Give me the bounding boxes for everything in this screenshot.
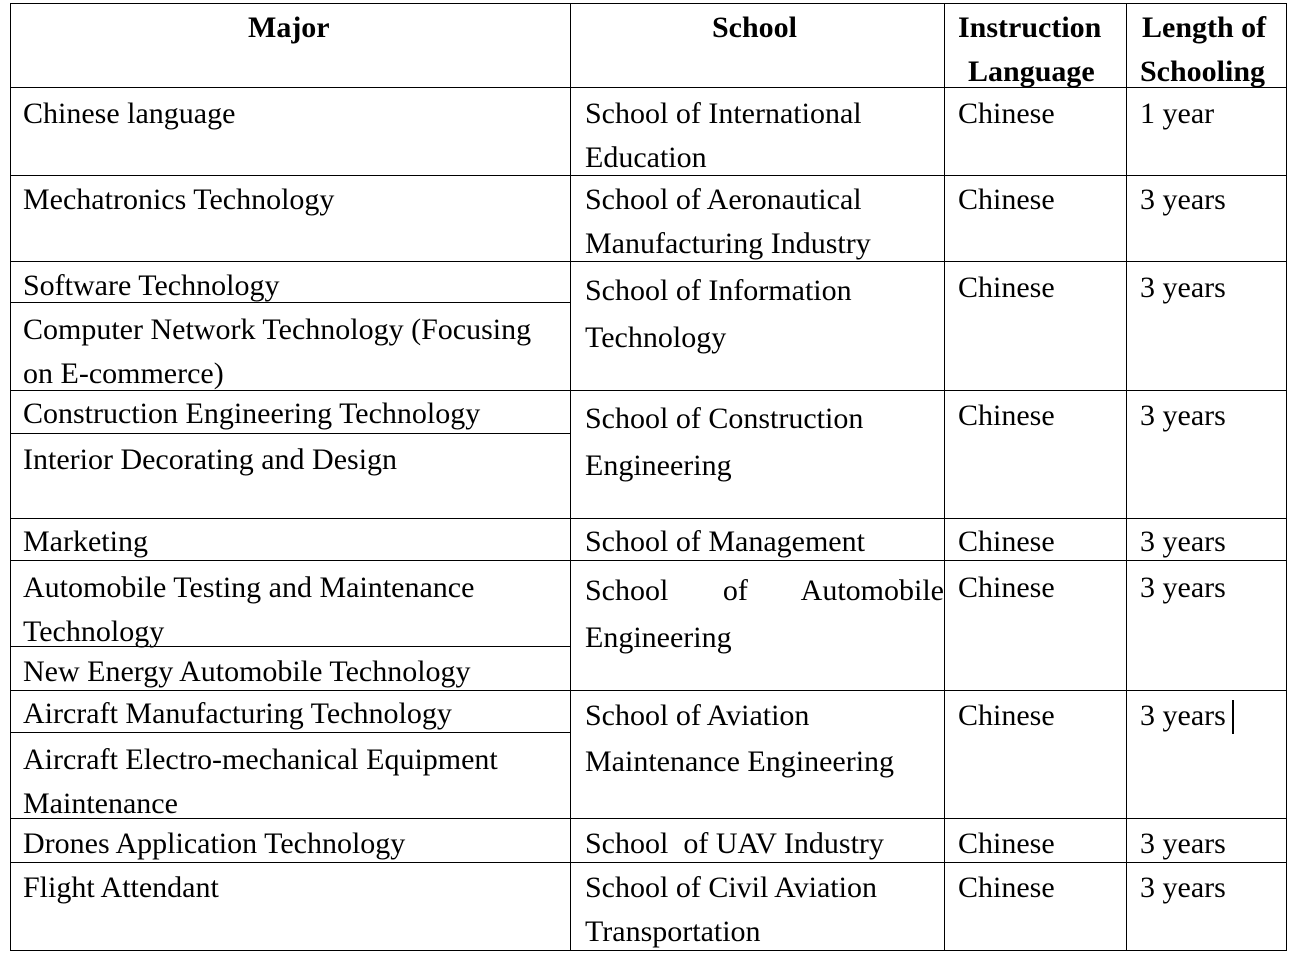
- school-cell: Transportation: [585, 915, 761, 948]
- school-cell: Technology: [585, 321, 727, 354]
- school-cell: Education: [585, 141, 707, 174]
- major-cell: Technology: [23, 615, 165, 648]
- major-cell: Marketing: [23, 525, 148, 558]
- language-cell: Chinese: [958, 871, 1055, 904]
- school-cell: School of Civil Aviation: [585, 871, 877, 904]
- major-cell: Software Technology: [23, 269, 280, 302]
- column-divider: [944, 3, 945, 951]
- school-cell: School of Information: [585, 274, 852, 307]
- text-cursor: [1232, 700, 1234, 734]
- length-cell: 3 years: [1140, 399, 1226, 432]
- table-border-left: [10, 3, 11, 951]
- school-cell: Maintenance Engineering: [585, 745, 895, 778]
- header-language-line2: Language: [968, 55, 1095, 88]
- major-cell: Construction Engineering Technology: [23, 397, 481, 430]
- length-cell: 3 years: [1140, 571, 1226, 604]
- major-cell: Mechatronics Technology: [23, 183, 335, 216]
- language-cell: Chinese: [958, 827, 1055, 860]
- major-cell: Maintenance: [23, 787, 178, 820]
- language-cell: Chinese: [958, 271, 1055, 304]
- school-cell: School of UAV Industry: [585, 827, 884, 860]
- column-divider: [570, 3, 571, 951]
- header-length-line1: Length of: [1142, 11, 1267, 44]
- major-cell: New Energy Automobile Technology: [23, 655, 471, 688]
- length-cell: 3 years: [1140, 525, 1226, 558]
- school-cell: School of Aviation: [585, 699, 810, 732]
- length-cell: 3 years: [1140, 183, 1226, 216]
- language-cell: Chinese: [958, 183, 1055, 216]
- major-cell: Drones Application Technology: [23, 827, 406, 860]
- column-divider: [1126, 3, 1127, 951]
- length-cell: 3 years: [1140, 827, 1226, 860]
- language-cell: Chinese: [958, 699, 1055, 732]
- major-cell: Interior Decorating and Design: [23, 443, 398, 476]
- major-cell: Chinese language: [23, 97, 236, 130]
- major-cell: Aircraft Manufacturing Technology: [23, 697, 452, 730]
- language-cell: Chinese: [958, 97, 1055, 130]
- header-school: School: [712, 11, 798, 44]
- header-divider: [10, 87, 1287, 88]
- language-cell: Chinese: [958, 525, 1055, 558]
- length-cell: 3 years: [1140, 871, 1226, 904]
- row-divider: [10, 518, 1287, 519]
- school-cell: School of Automobile: [585, 574, 944, 607]
- school-cell: School of Construction: [585, 402, 864, 435]
- language-cell: Chinese: [958, 399, 1055, 432]
- language-cell: Chinese: [958, 571, 1055, 604]
- school-cell: School of Management: [585, 525, 865, 558]
- school-cell: School of International: [585, 97, 862, 130]
- header-major: Major: [248, 11, 330, 44]
- header-length-line2: Schooling: [1140, 55, 1266, 88]
- school-cell: Engineering: [585, 449, 732, 482]
- school-cell: Engineering: [585, 621, 732, 654]
- school-cell: School of Aeronautical: [585, 183, 862, 216]
- table-border-right: [1286, 3, 1287, 951]
- major-cell: Computer Network Technology (Focusing: [23, 313, 532, 346]
- row-divider: [10, 818, 1287, 819]
- length-cell: 3 years: [1140, 271, 1226, 304]
- header-language-line1: Instruction: [958, 11, 1102, 44]
- major-cell: Flight Attendant: [23, 871, 219, 904]
- length-cell: 3 years: [1140, 699, 1226, 732]
- school-cell: Manufacturing Industry: [585, 227, 871, 260]
- major-cell: Automobile Testing and Maintenance: [23, 571, 475, 604]
- length-cell: 1 year: [1140, 97, 1215, 130]
- major-cell: on E-commerce): [23, 357, 224, 390]
- table-border-top: [10, 3, 1287, 4]
- major-cell: Aircraft Electro-mechanical Equipment: [23, 743, 498, 776]
